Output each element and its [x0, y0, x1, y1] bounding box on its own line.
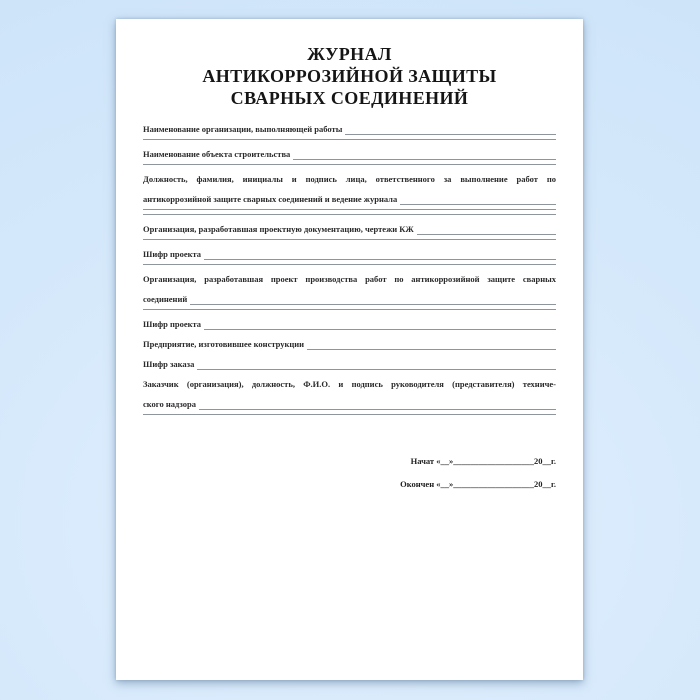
form-text-line: Должность, фамилия, инициалы и подпись лица, ответственного за выполнение работ по	[143, 174, 556, 184]
form-field-row	[143, 354, 556, 374]
field-label: Организация, разработавшая проектную документацию, чертежи КЖ	[143, 224, 414, 234]
form-field-row	[143, 289, 556, 309]
write-in-line	[345, 119, 556, 135]
write-in-line	[143, 239, 556, 240]
field-label: соединений	[143, 294, 188, 304]
field-label: Шифр проекта	[143, 319, 202, 329]
field-label: Наименование объекта строительства	[143, 149, 291, 159]
blank-write-in-row	[143, 414, 556, 419]
journal-sheet	[116, 19, 583, 680]
write-in-line	[199, 394, 556, 410]
journal-dates	[143, 451, 556, 494]
form-text-line: Организация, разработавшая проект производства работ по антикоррозийной защите сварных	[143, 274, 556, 284]
form-text-line: Заказчик (организация), должность, Ф.И.О. и подпись руководителя (представителя) техниче-	[143, 379, 556, 389]
write-in-line	[143, 139, 556, 140]
form-rows	[143, 119, 556, 419]
finished-date-line: Окончен «__»___________________20__г.	[400, 479, 556, 489]
write-in-line	[143, 214, 556, 215]
form-field-row	[143, 394, 556, 414]
write-in-line	[204, 314, 556, 330]
journal-title-line-1: ЖУРНАЛ	[307, 44, 392, 64]
form-field-row	[143, 119, 556, 139]
journal-title-line-2: АНТИКОРРОЗИЙНОЙ ЗАЩИТЫ	[202, 66, 497, 86]
write-in-line	[293, 144, 556, 160]
form-field-row	[143, 244, 556, 264]
write-in-line	[307, 334, 556, 350]
write-in-line	[143, 209, 556, 210]
form-field-row	[143, 334, 556, 354]
write-in-line	[204, 244, 556, 260]
write-in-line	[197, 354, 556, 370]
field-label: Шифр заказа	[143, 359, 195, 369]
journal-title	[143, 43, 556, 109]
write-in-line	[143, 164, 556, 165]
form-field-row	[143, 219, 556, 239]
form-field-row	[143, 144, 556, 164]
form-field-row	[143, 314, 556, 334]
write-in-line	[143, 309, 556, 310]
write-in-line	[400, 189, 556, 205]
write-in-line	[190, 289, 556, 305]
write-in-line	[143, 264, 556, 265]
write-in-line	[417, 219, 556, 235]
field-label: Шифр проекта	[143, 249, 202, 259]
field-label: Предприятие, изготовившее конструкции	[143, 339, 305, 349]
field-label: Наименование организации, выполняющей работы	[143, 124, 343, 134]
field-label: ского надзора	[143, 399, 196, 409]
field-label: антикоррозийной защите сварных соединений и ведение журнала	[143, 194, 398, 204]
started-date-line: Начат «__»___________________20__г.	[410, 456, 556, 466]
write-in-line	[143, 414, 556, 415]
form-field-row	[143, 189, 556, 209]
journal-title-line-3: СВАРНЫХ СОЕДИНЕНИЙ	[230, 88, 469, 108]
